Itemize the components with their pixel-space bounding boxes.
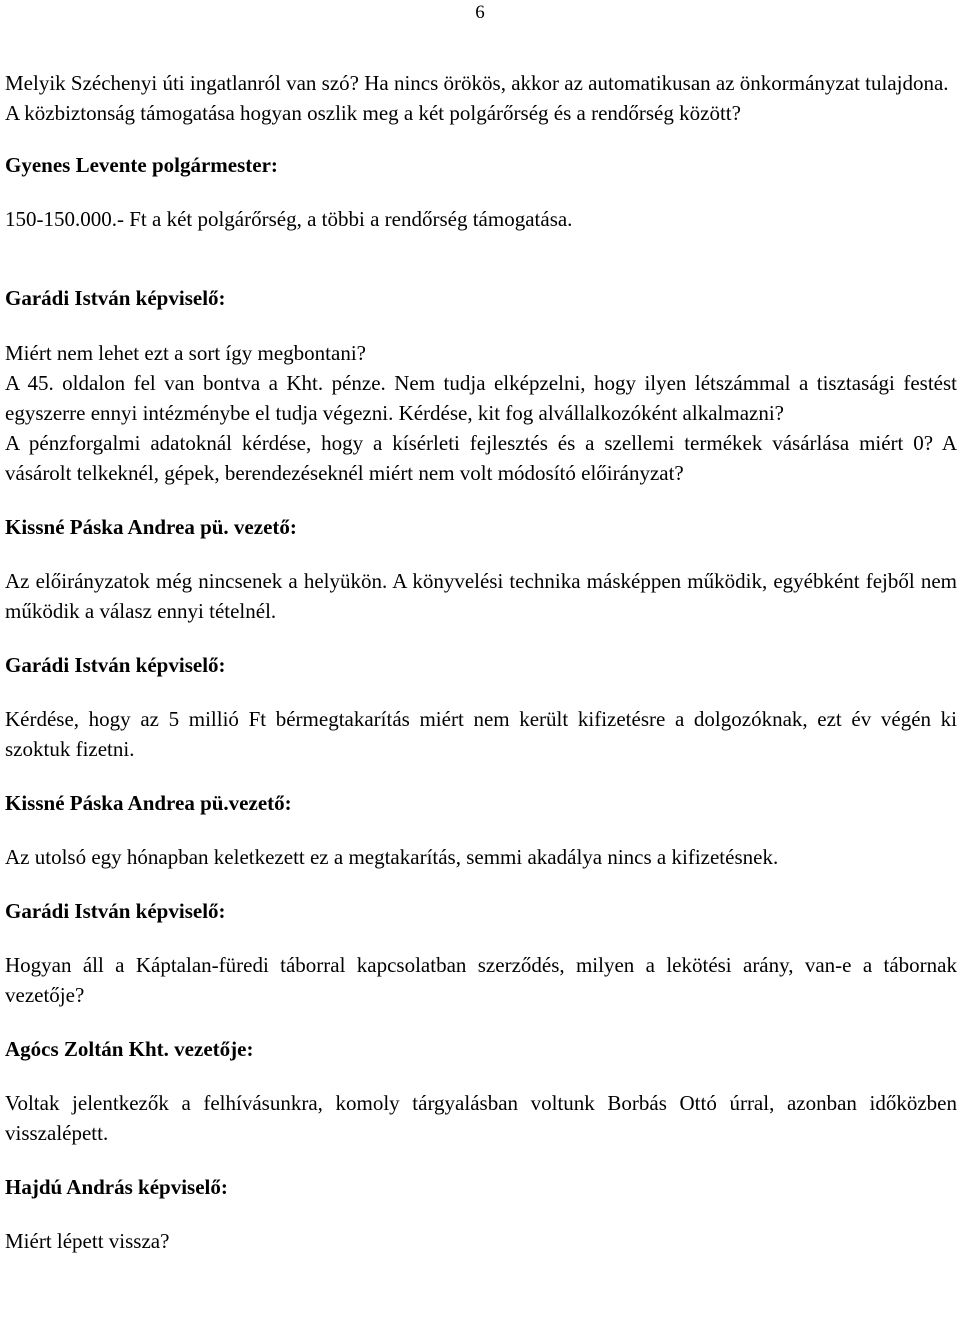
paragraph: Miért lépett vissza? [5, 1229, 170, 1253]
paragraph: Hogyan áll a Káptalan-füredi táborral kapcsolatban szerződés, milyen a lekötési arány, van-e a tábornak vezetője? [5, 953, 957, 1007]
speaker-label: Agócs Zoltán Kht. vezetője: [5, 1037, 254, 1061]
paragraph: A pénzforgalmi adatoknál kérdése, hogy a kísérleti fejlesztés és a szellemi termékek vásárlása miért 0? A vásárolt telkeknél, gépek, berendezéseknél miért nem volt módosító előirányzat? [5, 431, 957, 485]
speaker-label: Hajdú András képviselő: [5, 1175, 228, 1199]
paragraph: A 45. oldalon fel van bontva a Kht. pénze. Nem tudja elképzelni, hogy ilyen létszámmal a tisztasági festést egyszerre ennyi intézménybe el tudja végezni. Kérdése, kit fog alvállalkozóként alkalmazni? [5, 371, 957, 425]
speaker-label: Kissné Páska Andrea pü. vezető: [5, 515, 297, 539]
paragraph: Kérdése, hogy az 5 millió Ft bérmegtakarítás miért nem került kifizetésre a dolgozóknak, ezt év végén ki szoktuk fizetni. [5, 707, 957, 761]
page-number: 6 [475, 2, 485, 23]
paragraph: 150-150.000.- Ft a két polgárőrség, a többi a rendőrség támogatása. [5, 207, 573, 231]
paragraph: Voltak jelentkezők a felhívásunkra, komoly tárgyalásban voltunk Borbás Ottó úrral, azonban időközben visszalépett. [5, 1091, 957, 1145]
paragraph: A közbiztonság támogatása hogyan oszlik meg a két polgárőrség és a rendőrség között? [5, 101, 741, 125]
speaker-label: Garádi István képviselő: [5, 653, 226, 677]
speaker-label: Garádi István képviselő: [5, 899, 226, 923]
paragraph: Miért nem lehet ezt a sort így megbontani? [5, 341, 366, 365]
speaker-label: Kissné Páska Andrea pü.vezető: [5, 791, 292, 815]
document-body [5, 68, 957, 1256]
paragraph: Az utolsó egy hónapban keletkezett ez a megtakarítás, semmi akadálya nincs a kifizetésnek. [5, 845, 779, 869]
paragraph: Az előirányzatok még nincsenek a helyükön. A könyvelési technika másképpen működik, egyébként fejből nem működik a válasz ennyi tételnél. [5, 569, 957, 623]
speaker-label: Garádi István képviselő: [5, 286, 226, 310]
paragraph: Melyik Széchenyi úti ingatlanról van szó? Ha nincs örökös, akkor az automatikusan az önkormányzat tulajdona. [5, 71, 949, 95]
speaker-label: Gyenes Levente polgármester: [5, 153, 278, 177]
